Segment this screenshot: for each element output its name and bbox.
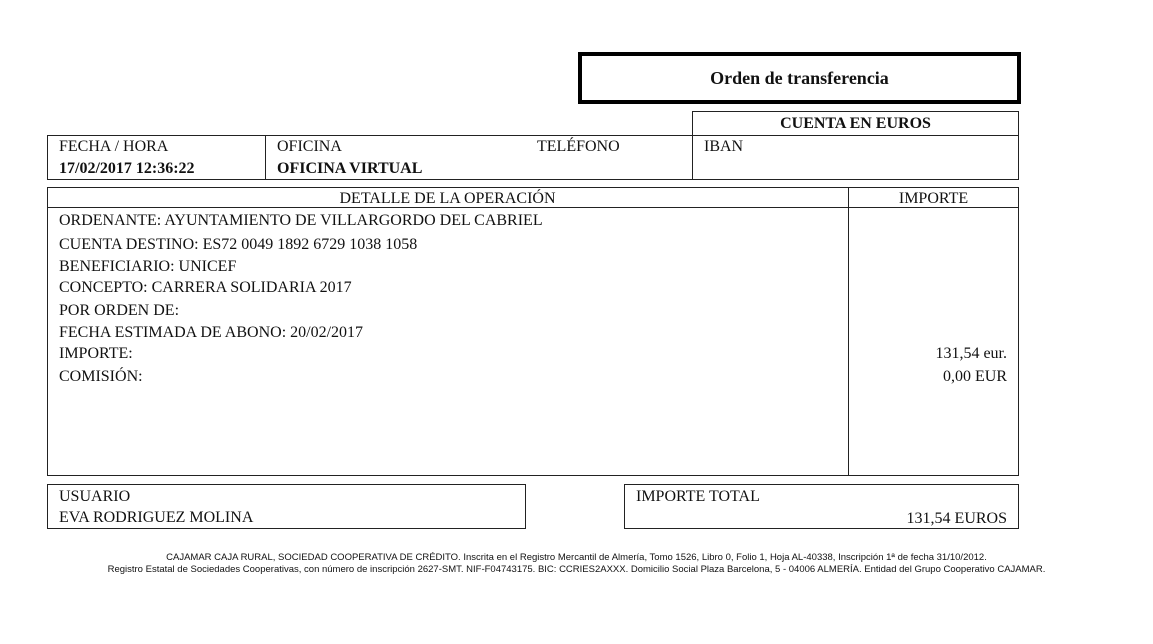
importe-value: 131,54 eur. — [935, 345, 1007, 362]
concepto-line: CONCEPTO: CARRERA SOLIDARIA 2017 — [59, 279, 352, 296]
importe-total-value: 131,54 EUROS — [906, 510, 1007, 527]
document-title: Orden de transferencia — [710, 67, 889, 88]
oficina-value: OFICINA VIRTUAL — [277, 160, 423, 177]
footer-line-2: Registro Estatal de Sociedades Cooperativas, con número de inscripción 2627-SMT. NIF-F04743175. BIC: CCRIES2AXXX. Domicilio Social Plaza Barcelona, 5 - 04006 ALMERÍA. Entidad del Grupo Cooperativo CAJAMAR. — [107, 564, 1046, 575]
fecha-abono-line: FECHA ESTIMADA DE ABONO: 20/02/2017 — [59, 324, 364, 341]
oficina-label: OFICINA — [277, 138, 342, 155]
detalle-column-divider — [848, 187, 849, 476]
comision-line: COMISIÓN: — [59, 368, 143, 385]
cuenta-header: CUENTA EN EUROS — [780, 115, 931, 132]
usuario-label: USUARIO — [59, 488, 131, 505]
importe-line: IMPORTE: — [59, 345, 133, 362]
telefono-label: TELÉFONO — [537, 138, 620, 155]
comision-value: 0,00 EUR — [943, 368, 1007, 385]
importe-total-label: IMPORTE TOTAL — [636, 488, 760, 505]
fecha-value: 17/02/2017 12:36:22 — [59, 160, 195, 177]
cuenta-destino-line: CUENTA DESTINO: ES72 0049 1892 6729 1038 1058 — [59, 236, 418, 253]
document-title-box — [578, 52, 1021, 104]
footer-line-1: CAJAMAR CAJA RURAL, SOCIEDAD COOPERATIVA DE CRÉDITO. Inscrita en el Registro Mercantil de Almería, Tomo 1526, Libro 0, Folio 1, Hoja AL-40338, Inscripción 1ª de fecha 31/10/2012. — [166, 552, 987, 563]
usuario-value: EVA RODRIGUEZ MOLINA — [59, 509, 254, 526]
ordenante-line: ORDENANTE: AYUNTAMIENTO DE VILLARGORDO DEL CABRIEL — [59, 212, 543, 229]
header-divider-1 — [265, 135, 266, 180]
importe-header: IMPORTE — [898, 190, 969, 207]
por-orden-line: POR ORDEN DE: — [59, 302, 180, 319]
header-divider-2 — [692, 135, 693, 180]
iban-label: IBAN — [704, 138, 744, 155]
beneficiario-line: BENEFICIARIO: UNICEF — [59, 258, 237, 275]
detalle-header: DETALLE DE LA OPERACIÓN — [339, 190, 556, 207]
fecha-label: FECHA / HORA — [59, 138, 169, 155]
